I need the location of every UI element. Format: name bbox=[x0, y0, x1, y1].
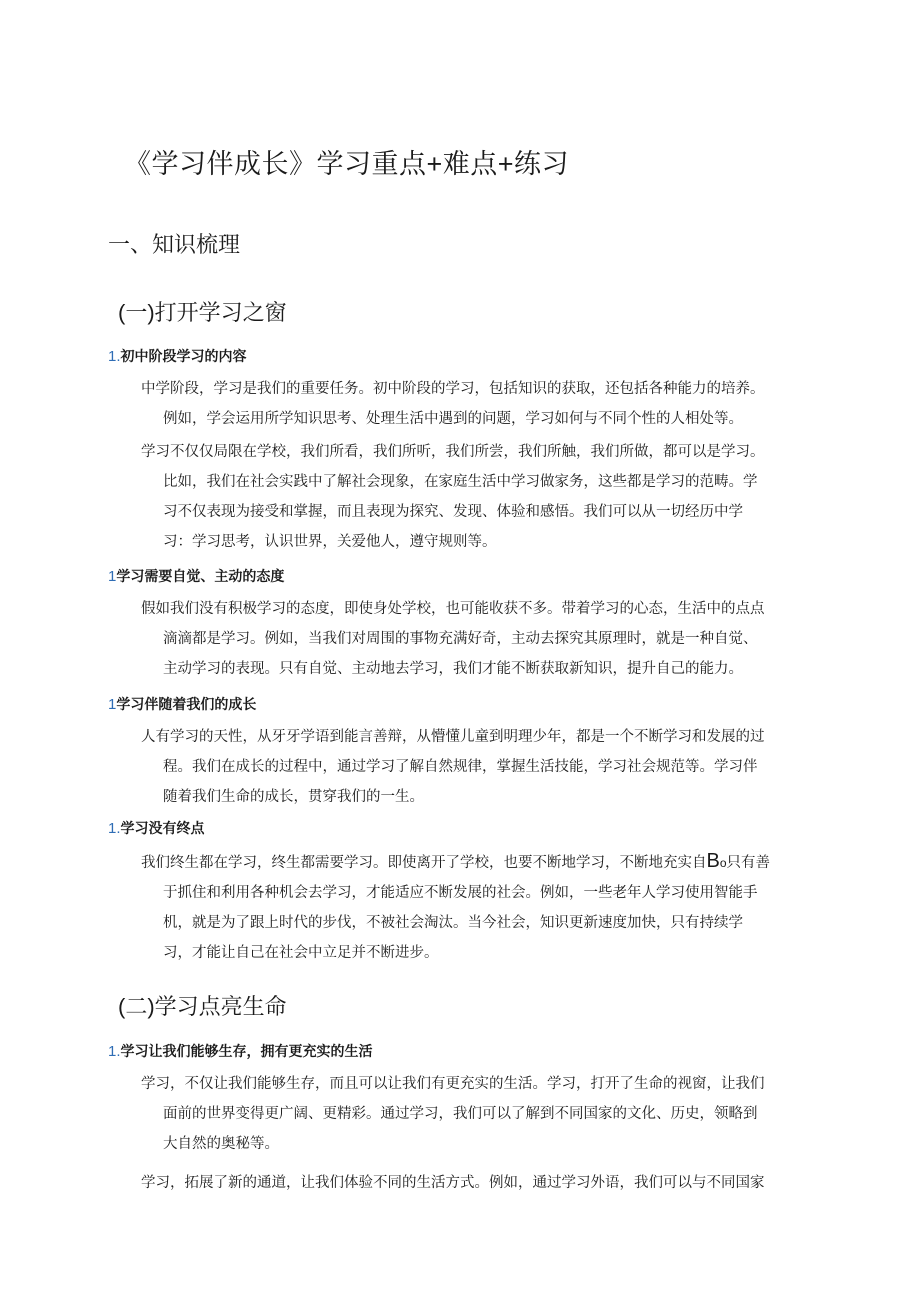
item-heading bbox=[108, 566, 284, 586]
paragraph bbox=[141, 722, 813, 812]
item-number: 1. bbox=[108, 348, 121, 365]
item-heading bbox=[108, 1041, 373, 1061]
ocr-glyph-o: o bbox=[719, 856, 727, 870]
paragraph-line bbox=[141, 846, 813, 878]
subsection-heading-1: (一)打开学习之窗 bbox=[118, 300, 287, 325]
item-number: 1. bbox=[108, 1043, 121, 1060]
paragraph-line: 主动学习的表现。只有自觉、主动地去学习，我们才能不断获取新知识，提升自己的能力。 bbox=[163, 661, 743, 677]
paragraph-line: 随着我们生命的成长，贯穿我们的一生。 bbox=[163, 789, 424, 805]
paragraph-line: 于抓住和利用各种机会去学习，才能适应不断发展的社会。例如，一些老年人学习使用智能手 bbox=[163, 885, 758, 901]
item-number: 1. bbox=[108, 820, 121, 837]
paragraph-line: 例如，学会运用所学知识思考、处理生活中遇到的问题，学习如何与不同个性的人相处等。 bbox=[163, 411, 743, 427]
paragraph bbox=[141, 594, 813, 684]
paragraph-line: 学习，不仅让我们能够生存，而且可以让我们有更充实的生活。学习，打开了生命的视窗，让我们 bbox=[141, 1076, 765, 1092]
item-heading-text: 学习让我们能够生存，拥有更充实的生活 bbox=[120, 1043, 373, 1059]
item-heading-text: 学习伴随着我们的成长 bbox=[116, 696, 257, 712]
paragraph-line: 学习不仅仅局限在学校，我们所看，我们所听，我们所尝，我们所触，我们所做，都可以是学习。 bbox=[141, 444, 765, 460]
item-heading-text: 初中阶段学习的内容 bbox=[120, 348, 247, 364]
item-number: 1 bbox=[108, 568, 117, 585]
ocr-glyph-b: B bbox=[706, 850, 720, 872]
paragraph bbox=[141, 437, 813, 557]
paragraph-text: 只有善 bbox=[726, 855, 771, 871]
item-heading bbox=[108, 346, 247, 366]
subsection-heading-2: (二)学习点亮生命 bbox=[118, 994, 287, 1019]
paragraph bbox=[141, 846, 813, 968]
paragraph-line: 机，就是为了跟上时代的步伐，不被社会淘汰。当今社会，知识更新速度加快，只有持续学 bbox=[163, 915, 743, 931]
paragraph-line: 人有学习的天性，从牙牙学语到能言善辩，从懵懂儿童到明理少年，都是一个不断学习和发展的过 bbox=[141, 729, 765, 745]
paragraph-line: 面前的世界变得更广阔、更精彩。通过学习，我们可以了解到不同国家的文化、历史，领略到 bbox=[163, 1106, 758, 1122]
paragraph-line: 大自然的奥秘等。 bbox=[163, 1136, 279, 1152]
paragraph bbox=[141, 374, 813, 434]
section-heading-knowledge: 一、知识梳理 bbox=[108, 232, 241, 257]
paragraph-line: 比如，我们在社会实践中了解社会现象，在家庭生活中学习做家务，这些都是学习的范畴。学 bbox=[163, 474, 758, 490]
paragraph bbox=[141, 1069, 813, 1159]
paragraph-line: 程。我们在成长的过程中，通过学习了解自然规律，掌握生活技能，学习社会规范等。学习伴 bbox=[163, 759, 758, 775]
paragraph-line: 学习，拓展了新的通道，让我们体验不同的生活方式。例如，通过学习外语，我们可以与不同国家 bbox=[141, 1175, 765, 1191]
item-heading-text: 学习没有终点 bbox=[120, 820, 205, 836]
item-number: 1 bbox=[108, 696, 117, 713]
paragraph-line: 中学阶段，学习是我们的重要任务。初中阶段的学习，包括知识的获取，还包括各种能力的培养。 bbox=[141, 381, 765, 397]
paragraph-line: 习，才能让自己在社会中立足并不断进步。 bbox=[163, 945, 439, 961]
item-heading bbox=[108, 694, 256, 714]
document-title: 《学习伴成长》学习重点+难点+练习 bbox=[124, 149, 570, 179]
paragraph bbox=[141, 1168, 813, 1198]
paragraph-line: 假如我们没有积极学习的态度，即使身处学校，也可能收获不多。带着学习的心态，生活中的点点 bbox=[141, 601, 765, 617]
item-heading bbox=[108, 818, 205, 838]
paragraph-line: 滴滴都是学习。例如，当我们对周围的事物充满好奇，主动去探究其原理时，就是一种自觉、 bbox=[163, 631, 758, 647]
paragraph-text: 我们终生都在学习，终生都需要学习。即使离开了学校，也要不断地学习，不断地充实自 bbox=[141, 855, 707, 871]
item-heading-text: 学习需要自觉、主动的态度 bbox=[116, 568, 285, 584]
paragraph-line: 习不仅表现为接受和掌握，而且表现为探究、发现、体验和感悟。我们可以从一切经历中学 bbox=[163, 504, 743, 520]
paragraph-line: 习：学习思考，认识世界，关爱他人，遵守规则等。 bbox=[163, 534, 497, 550]
